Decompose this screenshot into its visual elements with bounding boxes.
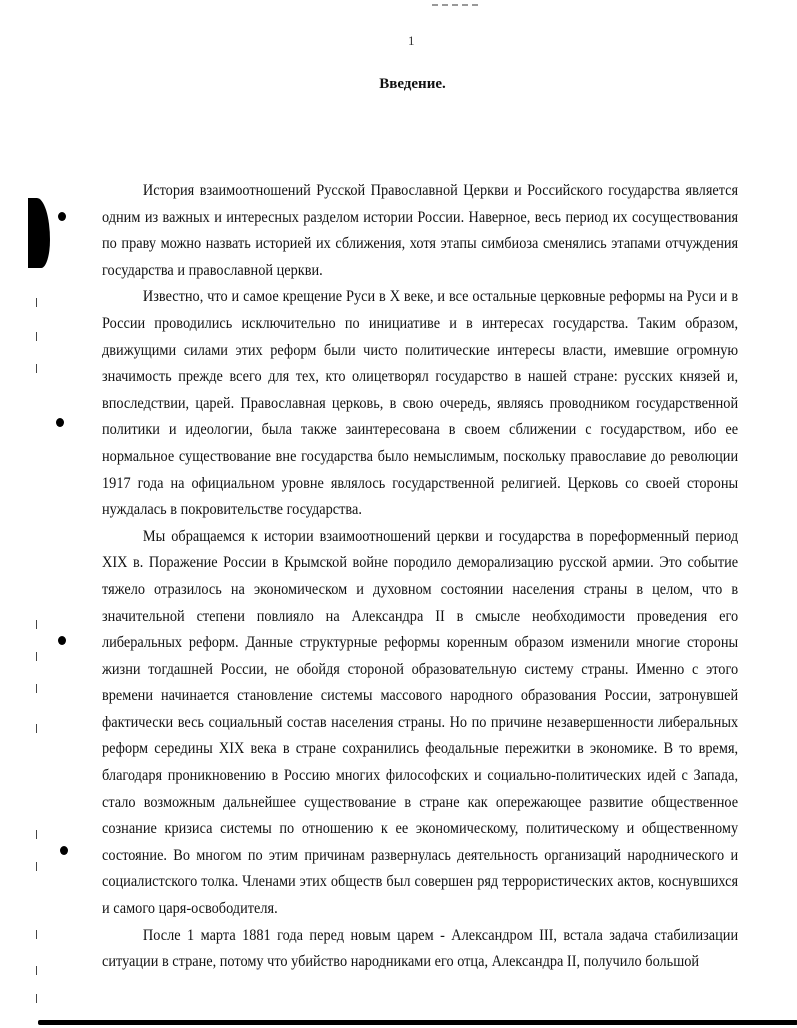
scan-artifact-top — [432, 4, 478, 6]
scan-artifact-bottom — [38, 1020, 797, 1025]
paragraph: После 1 марта 1881 года перед новым царем - Александром III, встала задача стабилизации ситуации в стране, потому что убийство народниками его отца, Александра II, получило большой — [102, 926, 739, 971]
punch-hole-mark — [58, 636, 66, 645]
margin-tick — [36, 620, 37, 629]
punch-hole-mark — [58, 212, 66, 221]
margin-tick — [36, 862, 37, 871]
punch-hole-mark — [60, 846, 68, 855]
margin-tick — [36, 652, 37, 661]
margin-tick — [36, 364, 37, 373]
body-text — [102, 178, 738, 976]
margin-tick — [36, 994, 37, 1003]
margin-tick — [36, 966, 37, 975]
margin-tick — [36, 298, 37, 307]
paragraph: История взаимоотношений Русской Православной Церкви и Российского государства является одним из важных и интересных разделом истории России. Наверное, весь период их сосуществования по праву можно назвать историей их сближения, хотя этапы симбиоза сменялись этапами отчуждения государства и православной церкви. — [102, 182, 739, 279]
paragraph: Известно, что и самое крещение Руси в X веке, и все остальные церковные реформы на Руси и в России проводились исключительно по инициативе и в интересах государства. Таким образом, движущими силами этих реформ были чисто политические интересы власти, имевшие огромную значимость прежде всего для тех, кто олицетворял государство в нашей стране: русских князей и, впоследствии, царей. Православная церковь, в свою очередь, являясь проводником государственной политики и идеологии, была также заинтересована в своем сближении с государством, ибо ее нормальное существование вне государства было немыслимым, поскольку православие до революции 1917 года на официальном уровне являлось государственной религией. Церковь со своей стороны нуждалась в покровительстве государства. — [102, 288, 739, 519]
margin-tick — [36, 930, 37, 939]
margin-tick — [36, 724, 37, 733]
margin-tick — [36, 332, 37, 341]
binding-shadow — [28, 198, 50, 268]
margin-tick — [36, 684, 37, 693]
paragraph: Мы обращаемся к истории взаимоотношений церкви и государства в пореформенный период XIX в. Поражение России в Крымской войне породило деморализацию русской армии. Это событие тяжело отразилось на экономическом и духовном состоянии населения страны в целом, что в значительной степени повлияло на Александра II в смысле необходимости проведения его либеральных реформ. Данные структурные реформы коренным образом изменили многие стороны жизни тогдашней России, не обойдя стороной образовательную систему страны. Именно с этого времени начинается становление системы массового народного образования России, затронувшей фактически весь социальный состав населения страны. Но по причине незавершенности либеральных реформ середины XIX века в стране сохранились феодальные пережитки в экономике. В то время, благодаря проникновению в Россию многих философских и социально-политических идей с Запада, стало возможным дальнейшее существование в стране как опережающее развитие общественное сознание кризиса системы по отношению к ее экономическому, политическому и общественному состояние. Во многом по этим причинам развернулась деятельность организаций народнического и социалистского толка. Членами этих обществ был совершен ряд террористических актов, коснувшихся и самого царя-освободителя. — [102, 527, 739, 918]
page-number: 1 — [408, 33, 415, 48]
punch-hole-mark — [56, 418, 64, 427]
page-title: Введение. — [379, 76, 446, 92]
margin-tick — [36, 830, 37, 839]
